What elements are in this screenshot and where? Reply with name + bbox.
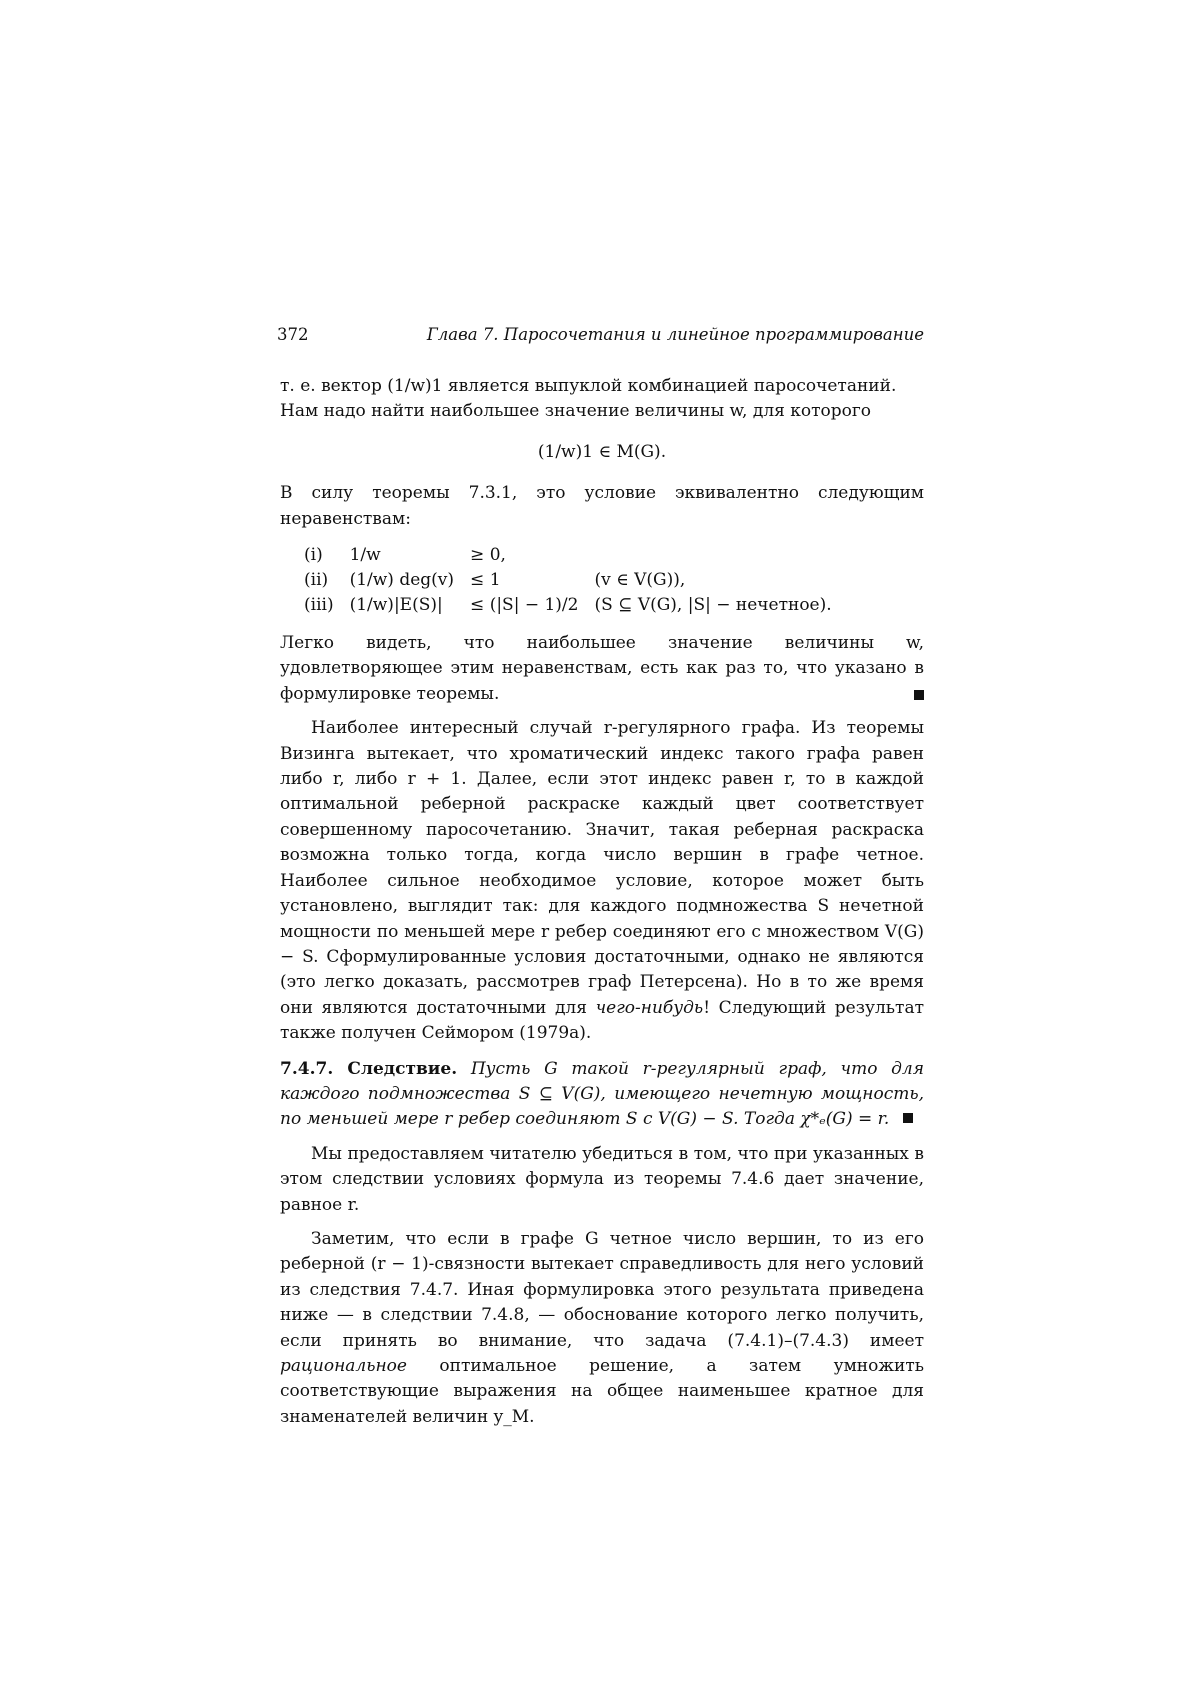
reader-paragraph: Мы предоставляем читателю убедиться в том, что при указанных в этом следствии условиях формула из теоремы 7.4.6 дает значение, равное r. [280,1143,924,1215]
inequality-label: (ii) [304,570,329,591]
final-paragraph [280,1227,924,1430]
final-paragraph-text: Заметим, что если в графе G четное число вершин, то из его реберной (r − 1)-связности вытекает справедливость для него условий из следствия 7.4.7. Иная формулировка этого результата приведена ниже — в следствии 7.4.8, — обоснование которого легко получить, если принять во внимание, что задача (7.4.1)–(7.4.3) имеет [280,1228,924,1351]
corollary-block [280,1057,924,1133]
inequality-relation: ≤ (|S| − 1)/2 [470,595,579,616]
inequality-condition [594,543,847,568]
emphasis-text: чего-нибудь [595,997,704,1018]
qed-mark-icon [903,1113,913,1123]
inequality-condition: (S ⊆ V(G), |S| − нечетное). [594,595,832,616]
inequality-label: (iii) [304,595,334,616]
inequality-row [304,543,848,568]
inequality-label: (i) [304,545,323,566]
corollary-text: Пусть G такой r-регулярный граф, что для каждого подмножества S ⊆ V(G), имеющего нечетную мощность, по меньшей мере r ребер соединяют S с V(G) − S. Тогда χ*ₑ(G) = r. [280,1058,924,1130]
regular-graph-text: Наиболее интересный случай r-регулярного графа. Из теоремы Визинга вытекает, что хроматический индекс такого графа равен либо r, либо r + 1. Далее, если этот индекс равен r, то в каждой оптимальной реберной раскраске каждый цвет соответствует совершенному паросочетанию. Значит, такая реберная раскраска возможна только тогда, когда число вершин в графе четное. Наиболее сильное необходимое условие, которое может быть установлено, выглядит так: для каждого подмножества S нечетной мощности по меньшей мере r ребер соединяют его с множеством V(G) − S. Сформулированные условия достаточными, однако не являются (это легко доказать, рассмотрев граф Петерсена). Но в то же время они являются достаточными для [280,718,924,1018]
final-paragraph-text-end: оптимальное решение, а затем умножить соответствующие выражения на общее наименьшее кратное для знаменателей величин y_M. [280,1356,924,1427]
inequality-lhs: (1/w) deg(v) [349,570,455,591]
emphasis-text: рациональное [280,1356,407,1376]
inequality-row [304,593,848,618]
inequalities-list [304,543,848,618]
proof-conclusion-text: Легко видеть, что наибольшее значение величины w, удовлетворяющее этим неравенствам, есть как раз то, что указано в формулировке теоремы. [280,633,924,704]
page [277,322,925,1430]
running-title: Глава 7. Паросочетания и линейное программирование [426,325,924,344]
qed-mark-icon [914,690,924,700]
regular-graph-paragraph [280,716,924,1046]
regular-graph-text-end: ! Следующий результат также получен Сеймором (1979а). [280,997,925,1044]
inequality-lhs: 1/w [349,545,381,566]
page-header [277,322,924,352]
inequality-lhs: (1/w)|E(S)| [349,595,443,616]
display-formula: (1/w)1 ∈ M(G). [537,441,667,462]
intro-line-2: Нам надо найти наибольшее значение величины w, для которого [280,401,871,422]
corollary-label: 7.4.7. Следствие. [280,1058,458,1079]
inequality-relation: ≤ 1 [470,570,501,591]
intro-line-1: т. е. вектор (1/w)1 является выпуклой комбинацией паросочетаний. [280,376,897,396]
theorem-reference-paragraph: В силу теоремы 7.3.1, это условие эквивалентно следующим неравенствам: [280,483,924,529]
page-number: 372 [277,325,309,344]
inequality-condition: (v ∈ V(G)), [594,570,686,591]
inequality-relation: ≥ 0, [470,545,506,566]
inequality-row [304,568,848,593]
proof-conclusion [280,631,924,707]
